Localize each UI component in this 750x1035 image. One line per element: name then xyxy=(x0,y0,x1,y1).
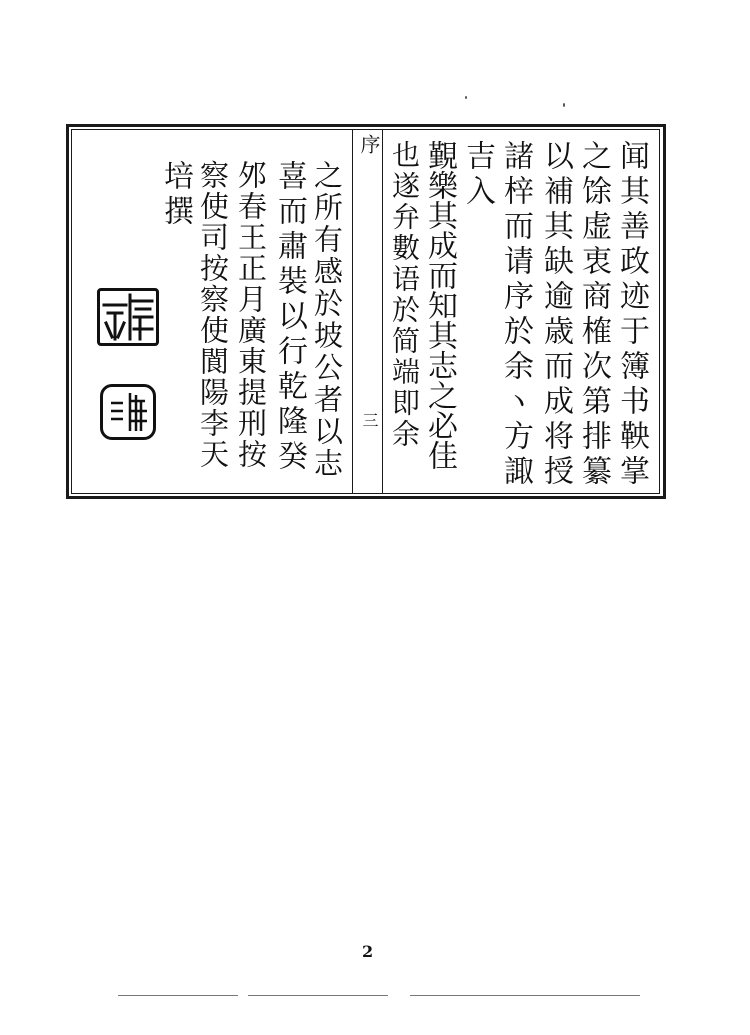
page-number: 2 xyxy=(362,942,374,961)
seal-stamp-rounded xyxy=(100,384,156,440)
scan-speck xyxy=(563,103,565,107)
text-column-10: 邜春王正月廣東提刑按 xyxy=(234,160,268,470)
seal-stamp-square xyxy=(97,288,159,346)
bottom-rule-3 xyxy=(410,995,640,996)
fold-line-left xyxy=(352,129,353,494)
text-column-2: 之馀虚衷商榷次第排纂 xyxy=(576,140,611,490)
text-column-1: 闻其善政迹于簿书鞅掌 xyxy=(614,140,649,490)
text-column-5: 吉入 xyxy=(460,140,495,210)
bottom-rule-1 xyxy=(118,995,238,996)
text-column-12: 培撰 xyxy=(158,160,193,230)
text-column-4: 諸梓而请序於余ヽ方諏 xyxy=(498,140,533,490)
fold-title: 序 xyxy=(357,134,381,154)
fold-line-right xyxy=(382,129,383,494)
text-column-11: 察使司按察使閬陽李天 xyxy=(196,160,230,470)
text-column-3: 以補其缺逾歳而成将授 xyxy=(538,140,573,490)
text-column-6: 覲樂其成而知其志之必佳 xyxy=(422,140,457,470)
fold-page-number: 三 xyxy=(360,412,379,428)
text-column-8: 之所有感於坡公者以志 xyxy=(310,160,344,480)
scan-speck xyxy=(465,96,467,99)
seal-square-icon xyxy=(100,291,156,343)
seal-rounded-icon xyxy=(103,387,153,437)
text-column-9: 喜而肅裝以行乾隆癸 xyxy=(272,160,307,475)
bottom-rule-2 xyxy=(248,995,388,996)
text-column-7: 也遂弁數语於简端即余 xyxy=(388,140,421,450)
